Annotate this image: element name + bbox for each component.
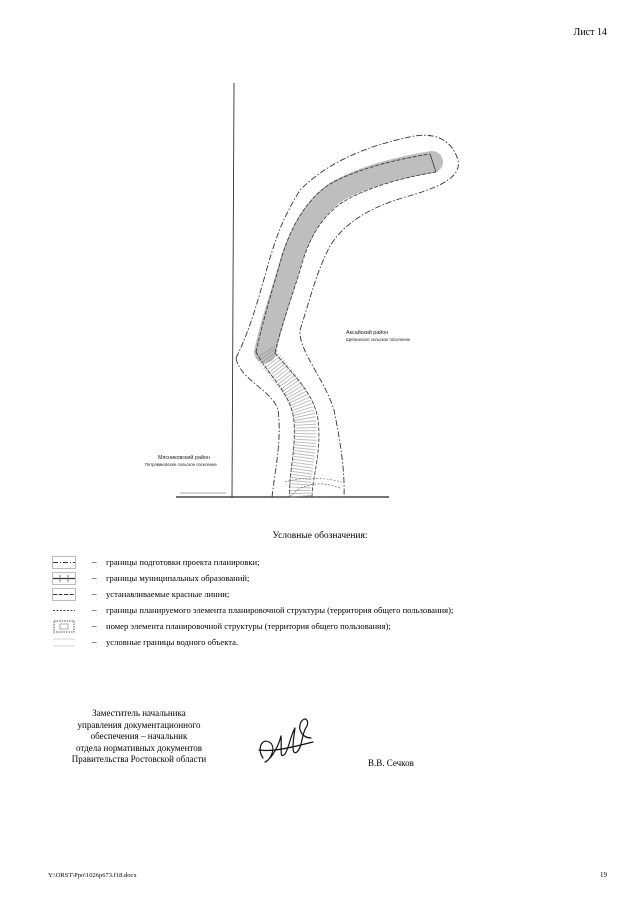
element-number-symbol [52, 620, 76, 633]
legend-item: – границы планируемого элемента планировочной структуры (территория общего пользования); [52, 603, 612, 619]
legend-item: – границы муниципальных образований; [52, 571, 612, 587]
legend-item: – устанавливаемые красные линии; [52, 587, 612, 603]
settlement-label-right: Щепкинское сельское поселение [346, 337, 411, 342]
legend-title: Условные обозначения: [272, 531, 368, 541]
red-line-symbol [52, 588, 76, 601]
file-path: Y:\ORST\Ppo\1026p673.f18.docx [48, 872, 137, 879]
settlement-label-left: Петровиковское сельское поселение [145, 462, 217, 467]
signatory-name: В.В. Сечков [368, 758, 414, 768]
legend-item: – номер элемента планировочной структуры (территория общего пользования); [52, 619, 612, 635]
planned-element-boundary-symbol [52, 604, 76, 617]
water-object-symbol [52, 636, 76, 649]
road-corridor [265, 162, 432, 352]
legend-text: устанавливаемые красные линии; [106, 589, 230, 599]
handwritten-signature [255, 708, 317, 770]
legend-text: границы планируемого элемента планировочной структуры (территория общего пользования); [106, 605, 454, 615]
legend-text: границы подготовки проекта планировки; [106, 557, 260, 567]
district-label-left: Мясниковский район [158, 455, 210, 461]
legend-item: – условные границы водного объекта. [52, 635, 612, 651]
municipal-boundary-symbol [52, 572, 76, 585]
legend-item: – границы подготовки проекта планировки; [52, 555, 612, 571]
legend [52, 555, 612, 651]
district-label-right: Аксайский район [346, 330, 389, 336]
planning-boundary-symbol [52, 556, 76, 569]
legend-text: условные границы водного объекта. [106, 637, 239, 647]
legend-text: номер элемента планировочной структуры (территория общего пользования); [106, 621, 391, 631]
signatory-title: Заместитель начальника управления документационного обеспечения – начальник отдела нормативных документов Правительства Ростовской области [71, 708, 207, 764]
page-number: 19 [600, 871, 607, 879]
legend-text: границы муниципальных образований; [106, 573, 250, 583]
municipal-boundary-line [232, 83, 234, 497]
sheet-label: Лист 14 [573, 27, 607, 38]
